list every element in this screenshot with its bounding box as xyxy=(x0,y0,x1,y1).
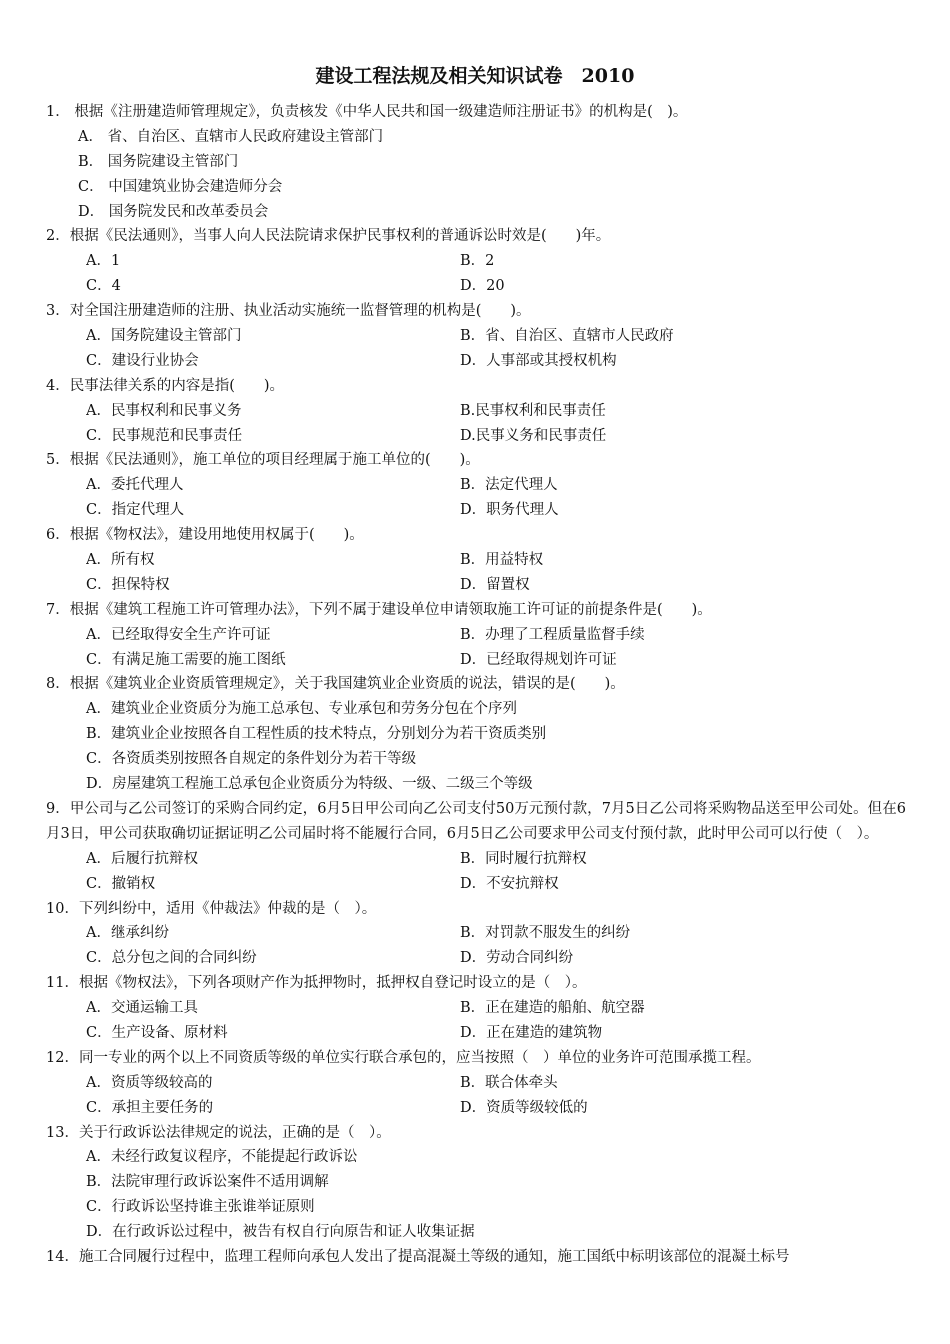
question-1-option-c: C． 中国建筑业协会建造师分会 xyxy=(78,178,283,195)
question-3-stem: 3．对全国注册建造师的注册、执业活动实施统一监督管理的机构是( )。 xyxy=(46,303,531,320)
question-11-option-d: D．正在建造的建筑物 xyxy=(460,1024,603,1041)
question-13-option-a: A．未经行政复议程序，不能提起行政诉讼 xyxy=(86,1149,358,1166)
question-9-options-row-2 xyxy=(46,872,906,897)
question-9-option-b: B．同时履行抗辩权 xyxy=(460,850,587,867)
question-5-stem: 5．根据《民法通则》，施工单位的项目经理属于施工单位的( )。 xyxy=(46,452,480,469)
question-2-stem: 2．根据《民法通则》，当事人向人民法院请求保护民事权利的普通诉讼时效是( )年。 xyxy=(46,228,611,245)
question-4-stem: 4．民事法律关系的内容是指( )。 xyxy=(46,377,285,394)
question-3-option-d: D．人事部或其授权机构 xyxy=(460,352,617,369)
question-13-option-c: C．行政诉讼坚持谁主张谁举证原则 xyxy=(86,1199,315,1216)
question-list xyxy=(46,100,906,1270)
question-8-option-c: C．各资质类别按照各自规定的条件划分为若干等级 xyxy=(86,751,417,768)
question-2-options-row-1 xyxy=(46,249,906,274)
question-7-options-row-1 xyxy=(46,623,906,648)
question-2-option-b: B．2 xyxy=(460,253,495,270)
question-4-option-d: D.民事义务和民事责任 xyxy=(460,427,607,444)
question-11-stem: 11．根据《物权法》，下列各项财产作为抵押物时，抵押权自登记时设立的是（ ）。 xyxy=(46,975,587,992)
question-12-option-b: B．联合体牵头 xyxy=(460,1074,558,1091)
question-6-option-a: A．所有权 xyxy=(86,552,155,569)
question-1-option-b: B． 国务院建设主管部门 xyxy=(78,153,239,170)
question-3-options-row-2 xyxy=(46,349,906,374)
question-13-option-b: B．法院审理行政诉讼案件不适用调解 xyxy=(86,1174,329,1191)
question-9-option-a: A．后履行抗辩权 xyxy=(86,850,198,867)
question-10-option-d: D．劳动合同纠纷 xyxy=(460,950,574,967)
question-11-option-b: B．正在建造的船舶、航空器 xyxy=(460,1000,645,1017)
question-4-options-row-1 xyxy=(46,399,906,424)
question-10-option-b: B．对罚款不服发生的纠纷 xyxy=(460,925,631,942)
question-11-options-row-2 xyxy=(46,1021,906,1046)
question-7-option-c: C．有满足施工需要的施工图纸 xyxy=(86,651,286,668)
page-title: 建设工程法规及相关知识试卷 2010 xyxy=(315,65,635,87)
question-9-options-row-1 xyxy=(46,847,906,872)
question-1-option-a: A． 省、自治区、直辖市人民政府建设主管部门 xyxy=(78,128,384,145)
question-7-stem: 7．根据《建筑工程施工许可管理办法》，下列不属于建设单位申请领取施工许可证的前提条件是( )。 xyxy=(46,601,712,618)
question-13-option-d: D．在行政诉讼过程中，被告有权自行向原告和证人收集证据 xyxy=(86,1224,475,1241)
question-10-option-a: A．继承纠纷 xyxy=(86,925,169,942)
question-9-stem: 9．甲公司与乙公司签订的采购合同约定，6月5日甲公司向乙公司支付50万元预付款，7月5日乙公司将采购物品送至甲公司处。但在6月3日，甲公司获取确切证据证明乙公司届时将不能履行合同，6月5日乙公司要求甲公司支付预付款，此时甲公司可以行使（ ）。 xyxy=(46,800,906,842)
question-5-option-d: D．职务代理人 xyxy=(460,502,559,519)
question-4-option-a: A．民事权利和民事义务 xyxy=(86,402,242,419)
question-12-options-row-1 xyxy=(46,1071,906,1096)
question-6-options-row-1 xyxy=(46,548,906,573)
question-9-option-c: C．撤销权 xyxy=(86,875,156,892)
question-10-option-c: C．总分包之间的合同纠纷 xyxy=(86,950,257,967)
question-5-option-b: B．法定代理人 xyxy=(460,477,558,494)
question-12-option-d: D．资质等级较低的 xyxy=(460,1099,588,1116)
question-3-options-row-1 xyxy=(46,324,906,349)
question-12-stem: 12．同一专业的两个以上不同资质等级的单位实行联合承包的，应当按照（ ）单位的业务许可范围承揽工程。 xyxy=(46,1049,761,1066)
question-8-stem: 8．根据《建筑业企业资质管理规定》，关于我国建筑业企业资质的说法，错误的是( )。 xyxy=(46,676,625,693)
question-9-option-d: D．不安抗辩权 xyxy=(460,875,559,892)
question-5-option-c: C．指定代理人 xyxy=(86,502,185,519)
question-2-option-a: A．1 xyxy=(86,253,121,270)
question-2-option-d: D．20 xyxy=(460,278,505,295)
question-12-options-row-2 xyxy=(46,1096,906,1121)
question-5-options-row-2 xyxy=(46,498,906,523)
question-11-options-row-1 xyxy=(46,996,906,1021)
question-10-stem: 10．下列纠纷中，适用《仲裁法》仲裁的是（ ）。 xyxy=(46,900,377,917)
question-7-option-b: B．办理了工程质量监督手续 xyxy=(460,626,645,643)
question-6-options-row-2 xyxy=(46,573,906,598)
question-10-options-row-2 xyxy=(46,946,906,971)
question-11-option-a: A．交通运输工具 xyxy=(86,1000,198,1017)
question-8-option-b: B．建筑业企业按照各自工程性质的技术特点，分别划分为若干资质类别 xyxy=(86,726,547,743)
question-6-option-b: B．用益特权 xyxy=(460,552,544,569)
question-5-options-row-1 xyxy=(46,473,906,498)
question-2-option-c: C．4 xyxy=(86,278,121,295)
question-7-option-a: A．已经取得安全生产许可证 xyxy=(86,626,271,643)
question-4-option-c: C．民事规范和民事责任 xyxy=(86,427,243,444)
question-12-option-a: A．资质等级较高的 xyxy=(86,1074,213,1091)
question-12-option-c: C．承担主要任务的 xyxy=(86,1099,214,1116)
question-7-options-row-2 xyxy=(46,648,906,673)
question-6-option-c: C．担保特权 xyxy=(86,576,170,593)
question-2-options-row-2 xyxy=(46,274,906,299)
question-3-option-c: C．建设行业协会 xyxy=(86,352,199,369)
question-4-options-row-2 xyxy=(46,424,906,449)
question-8-option-d: D．房屋建筑工程施工总承包企业资质分为特级、一级、二级三个等级 xyxy=(86,776,533,793)
question-13-stem: 13．关于行政诉讼法律规定的说法，正确的是（ ）。 xyxy=(46,1124,391,1141)
question-6-stem: 6．根据《物权法》，建设用地使用权属于( )。 xyxy=(46,527,364,544)
question-5-option-a: A．委托代理人 xyxy=(86,477,184,494)
question-7-option-d: D．已经取得规划许可证 xyxy=(460,651,617,668)
question-10-options-row-1 xyxy=(46,921,906,946)
question-1-option-d: D． 国务院发民和改革委员会 xyxy=(78,203,269,220)
question-14-stem: 14．施工合同履行过程中，监理工程师向承包人发出了提高混凝土等级的通知，施工国纸中标明该部位的混凝土标号 xyxy=(46,1249,790,1265)
question-8-option-a: A．建筑业企业资质分为施工总承包、专业承包和劳务分包在个序列 xyxy=(86,701,517,718)
question-4-option-b: B.民事权利和民事责任 xyxy=(460,402,606,419)
question-3-option-a: A．国务院建设主管部门 xyxy=(86,328,242,345)
question-3-option-b: B．省、自治区、直辖市人民政府 xyxy=(460,328,674,345)
question-1-stem: 1． 根据《注册建造师管理规定》，负责核发《中华人民共和国一级建造师注册证书》的机构是( )。 xyxy=(46,104,688,120)
question-6-option-d: D．留置权 xyxy=(460,576,530,593)
question-11-option-c: C．生产设备、原材料 xyxy=(86,1024,228,1041)
